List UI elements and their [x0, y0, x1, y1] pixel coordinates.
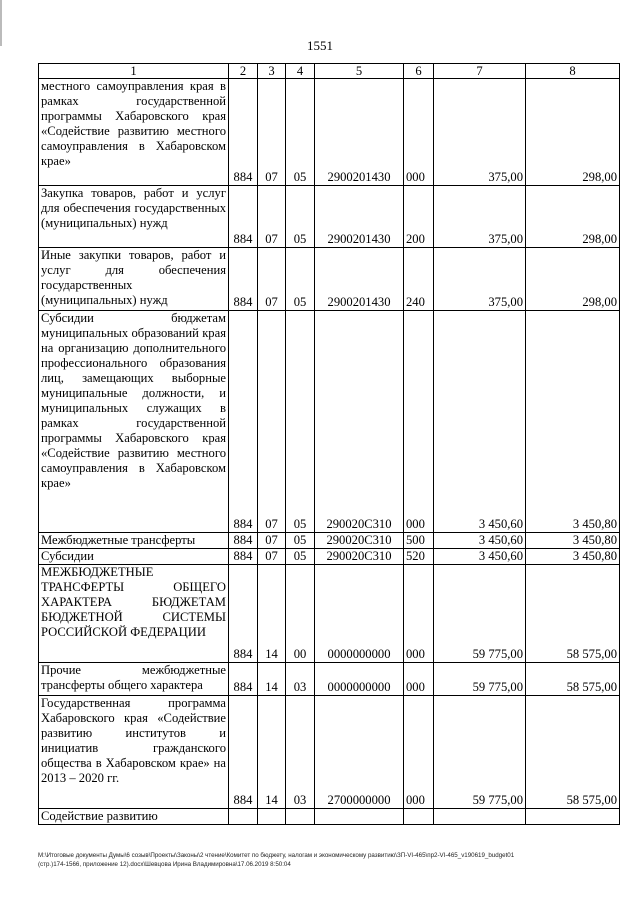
row-name: Межбюджетные трансферты [39, 533, 229, 549]
cell-amount-1: 59 775,00 [434, 696, 526, 809]
cell-amount-2: 298,00 [526, 79, 620, 186]
cell-amount-2: 58 575,00 [526, 565, 620, 663]
cell-section: 07 [258, 549, 286, 565]
row-name: Иные закупки товаров, работ и услуг для обеспечения государственных (муниципальных) нужд [39, 248, 229, 311]
cell-subsection: 03 [286, 663, 315, 696]
cell-amount-1: 59 775,00 [434, 663, 526, 696]
cell-amount-1: 3 450,60 [434, 549, 526, 565]
cell-amount-2: 3 450,80 [526, 311, 620, 533]
cell-ministry: 884 [229, 186, 258, 248]
table-row [39, 696, 620, 809]
cell-target-article: 290020С310 [315, 549, 404, 565]
cell-amount-1: 375,00 [434, 79, 526, 186]
cell-ministry: 884 [229, 663, 258, 696]
cell-amount-1: 59 775,00 [434, 565, 526, 663]
column-header: 6 [404, 64, 434, 79]
column-header: 2 [229, 64, 258, 79]
row-name: Субсидии бюджетам муниципальных образований края на организацию дополнительного профессионального образования лиц, замещающих выборные муниципальные должности, и муниципальных служащих в рамках государственной программы Хабаровского края «Содействие развитию местного самоуправления в Хабаровском крае» [39, 311, 229, 533]
row-name: Содействие развитию [39, 809, 229, 825]
cell-expense-type: 000 [404, 663, 434, 696]
page-number: 1551 [307, 38, 333, 53]
cell-target-article [315, 809, 404, 825]
table-row [39, 809, 620, 825]
cell-ministry: 884 [229, 565, 258, 663]
cell-expense-type: 000 [404, 696, 434, 809]
cell-section: 14 [258, 565, 286, 663]
cell-subsection: 03 [286, 696, 315, 809]
cell-ministry: 884 [229, 311, 258, 533]
table-row [39, 186, 620, 248]
column-header: 7 [434, 64, 526, 79]
cell-expense-type: 500 [404, 533, 434, 549]
table-row [39, 248, 620, 311]
cell-section: 07 [258, 533, 286, 549]
cell-target-article: 0000000000 [315, 565, 404, 663]
cell-subsection [286, 809, 315, 825]
cell-expense-type: 000 [404, 311, 434, 533]
cell-ministry: 884 [229, 248, 258, 311]
table-header-row [39, 64, 620, 79]
cell-amount-1: 375,00 [434, 248, 526, 311]
cell-section [258, 809, 286, 825]
cell-target-article: 2900201430 [315, 79, 404, 186]
cell-target-article: 2700000000 [315, 696, 404, 809]
cell-section: 14 [258, 696, 286, 809]
footer-file-info: (стр.)174-1566, приложение 12).docx\Шевцова Ирина Владимировна\17.06.2019 8:50:04 [38, 861, 291, 868]
budget-table [38, 63, 620, 825]
cell-expense-type: 200 [404, 186, 434, 248]
cell-ministry: 884 [229, 533, 258, 549]
cell-expense-type: 000 [404, 565, 434, 663]
cell-expense-type: 520 [404, 549, 434, 565]
cell-expense-type: 000 [404, 79, 434, 186]
column-header: 1 [39, 64, 229, 79]
cell-subsection: 05 [286, 79, 315, 186]
table-row [39, 663, 620, 696]
cell-ministry: 884 [229, 696, 258, 809]
column-header: 8 [526, 64, 620, 79]
cell-subsection: 05 [286, 186, 315, 248]
cell-subsection: 05 [286, 533, 315, 549]
row-name: Прочие межбюджетные трансферты общего характера [39, 663, 229, 696]
cell-amount-2 [526, 809, 620, 825]
cell-ministry: 884 [229, 549, 258, 565]
table-row [39, 533, 620, 549]
cell-amount-1: 3 450,60 [434, 533, 526, 549]
cell-section: 07 [258, 186, 286, 248]
cell-expense-type [404, 809, 434, 825]
column-header: 5 [315, 64, 404, 79]
cell-subsection: 05 [286, 549, 315, 565]
cell-amount-1: 375,00 [434, 186, 526, 248]
cell-target-article: 0000000000 [315, 663, 404, 696]
cell-subsection: 05 [286, 311, 315, 533]
cell-expense-type: 240 [404, 248, 434, 311]
cell-section: 07 [258, 79, 286, 186]
cell-amount-2: 58 575,00 [526, 663, 620, 696]
cell-subsection: 00 [286, 565, 315, 663]
column-header: 4 [286, 64, 315, 79]
cell-subsection: 05 [286, 248, 315, 311]
table-row [39, 549, 620, 565]
cell-target-article: 2900201430 [315, 248, 404, 311]
row-name: местного самоуправления края в рамках государственной программы Хабаровского края «Содействие развитию местного самоуправления в Хабаровском крае» [39, 79, 229, 186]
cell-amount-2: 298,00 [526, 186, 620, 248]
cell-section: 07 [258, 311, 286, 533]
table-row [39, 565, 620, 663]
cell-amount-1: 3 450,60 [434, 311, 526, 533]
table-row [39, 79, 620, 186]
cell-section: 07 [258, 248, 286, 311]
cell-amount-2: 3 450,80 [526, 533, 620, 549]
cell-amount-2: 298,00 [526, 248, 620, 311]
row-name: Государственная программа Хабаровского края «Содействие развитию институтов и инициатив гражданского общества в Хабаровском крае» на 2013 – 2020 гг. [39, 696, 229, 809]
footer-file-path: M:\Итоговые документы Думы\6 созыв\Проекты\Законы\2 чтение\Комитет по бюджету, налогам и экономическому развитию\ЗП-VI-465\пр2-VI-465_v190619_budget01 [38, 852, 515, 859]
row-name: Субсидии [39, 549, 229, 565]
row-name: Закупка товаров, работ и услуг для обеспечения государственных (муниципальных) нужд [39, 186, 229, 248]
row-name: МЕЖБЮДЖЕТНЫЕ ТРАНСФЕРТЫ ОБЩЕГО ХАРАКТЕРА БЮДЖЕТАМ БЮДЖЕТНОЙ СИСТЕМЫ РОССИЙСКОЙ ФЕДЕРАЦИИ [39, 565, 229, 663]
column-header: 3 [258, 64, 286, 79]
cell-ministry: 884 [229, 79, 258, 186]
cell-amount-2: 3 450,80 [526, 549, 620, 565]
cell-ministry [229, 809, 258, 825]
table-row [39, 311, 620, 533]
cell-section: 14 [258, 663, 286, 696]
cell-target-article: 2900201430 [315, 186, 404, 248]
cell-amount-2: 58 575,00 [526, 696, 620, 809]
cell-amount-1 [434, 809, 526, 825]
cell-target-article: 290020С310 [315, 311, 404, 533]
cell-target-article: 290020С310 [315, 533, 404, 549]
